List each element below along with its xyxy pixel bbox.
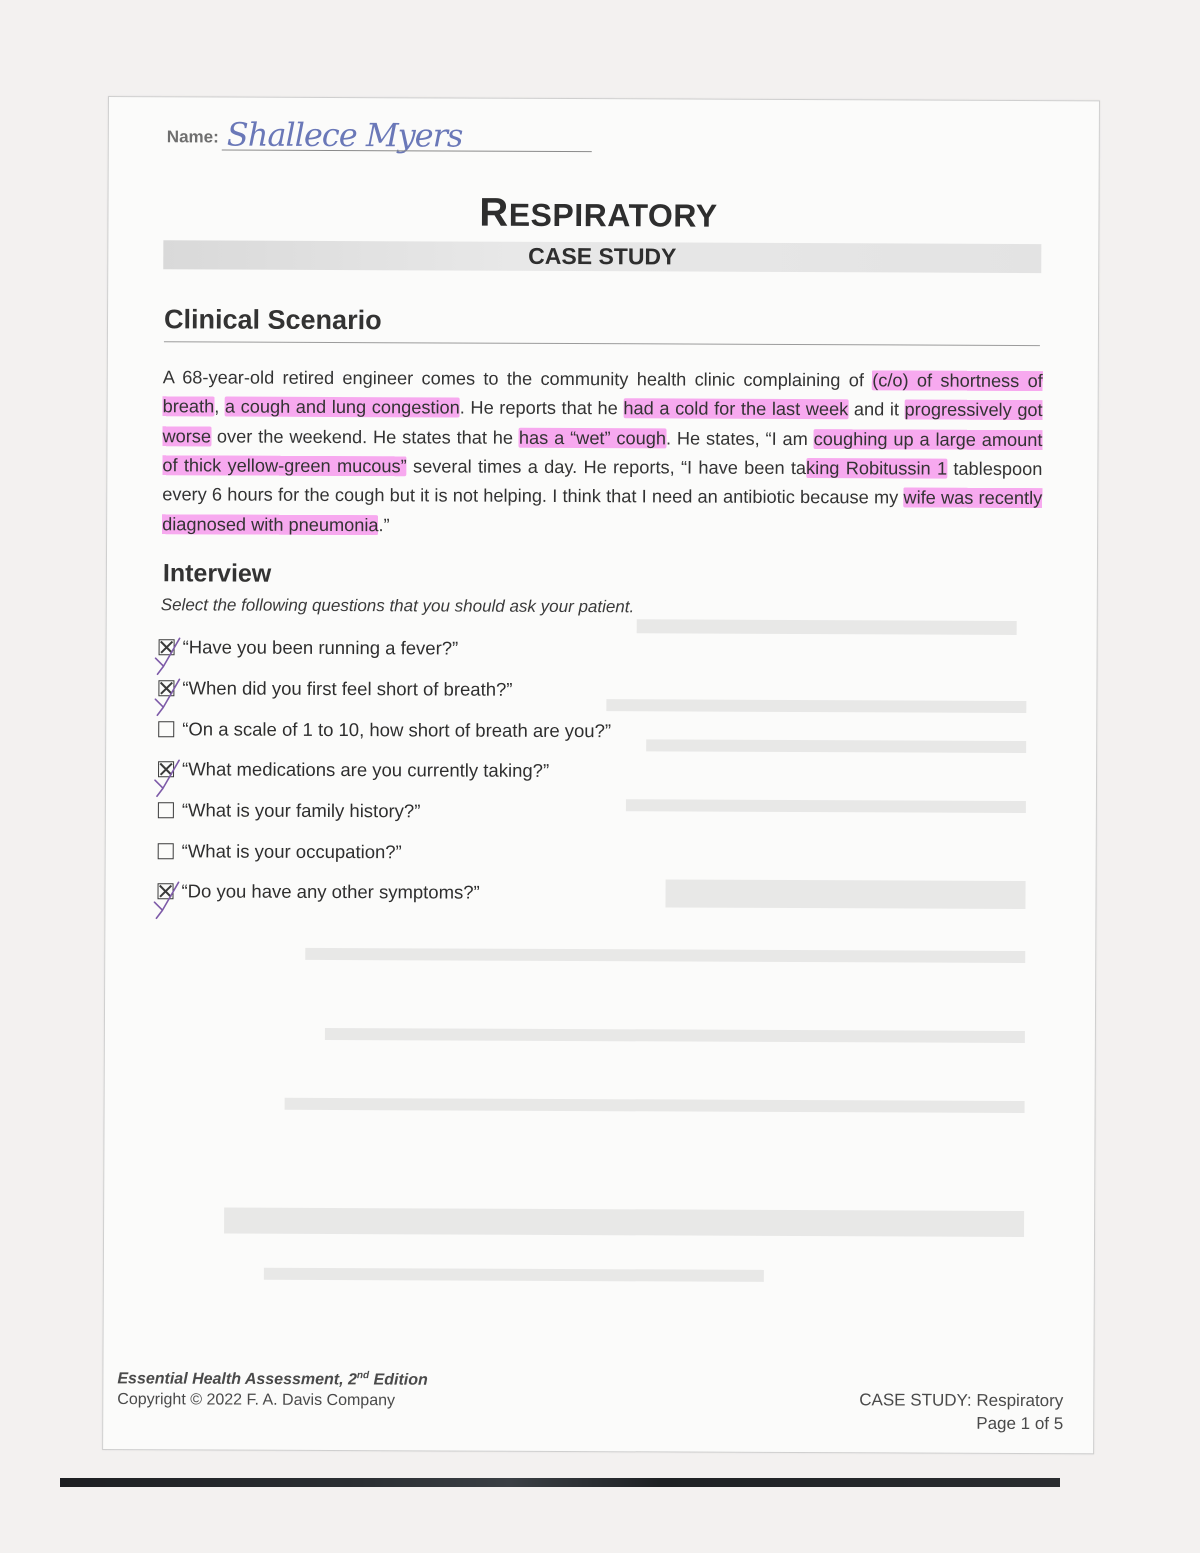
scenario-phrase: A 68-year-old retired engineer comes to the community health clinic complaining of [162, 367, 873, 391]
question-text: “Do you have any other symptoms?” [181, 880, 480, 904]
highlighted-phrase: a cough and lung congestion [224, 396, 460, 419]
worksheet-page [102, 96, 1100, 1454]
scenario-phrase: . He reports that he [459, 398, 624, 419]
copyright-line: Copyright © 2022 F. A. Davis Company [117, 1391, 396, 1410]
interview-question[interactable] [158, 831, 611, 874]
scenario-phrase: . He states, “I am [665, 428, 814, 449]
page-subtitle: CASE STUDY [528, 242, 677, 270]
checked-checkbox[interactable] [158, 680, 174, 696]
interview-question-list [157, 627, 611, 914]
interview-instruction: Select the following questions that you should ask your patient. [160, 595, 635, 617]
highlighted-phrase: has a “wet” cough [518, 427, 667, 449]
question-text: “Have you been running a fever?” [182, 636, 459, 659]
question-text: “What is your family history?” [181, 799, 421, 822]
interview-question[interactable] [159, 627, 612, 670]
interview-question[interactable] [157, 871, 610, 914]
highlighted-phrase: progressively got worse [162, 399, 1043, 447]
pen-check-icon [150, 881, 184, 921]
checked-checkbox[interactable] [159, 640, 175, 656]
unchecked-checkbox[interactable] [158, 802, 174, 818]
case-study-label: CASE STUDY: Respiratory [859, 1390, 1064, 1411]
unchecked-checkbox[interactable] [158, 721, 174, 737]
interview-question[interactable] [158, 749, 611, 792]
clinical-scenario-text [162, 363, 1043, 543]
question-text: “What is your occupation?” [181, 840, 402, 863]
checked-checkbox[interactable] [158, 762, 174, 778]
page-title [108, 189, 1088, 238]
book-credit [117, 1369, 428, 1411]
scenario-phrase: , [214, 396, 225, 417]
interview-question[interactable] [158, 709, 611, 752]
title-initial: R [479, 190, 509, 235]
clinical-scenario-heading: Clinical Scenario [163, 304, 382, 336]
scenario-phrase: over the weekend. He states that he [210, 426, 519, 448]
title-rest: ESPIRATORY [508, 196, 718, 234]
question-text: “On a scale of 1 to 10, how short of breath are you?” [182, 718, 612, 741]
highlighted-phrase: king Robitussin 1 [806, 458, 948, 479]
highlighted-phrase: coughing up a large amount of thick yellow-green mucous” [162, 428, 1043, 477]
page-number: Page 1 of 5 [976, 1413, 1064, 1434]
page-footer [859, 1388, 1063, 1435]
interview-question[interactable] [158, 790, 611, 833]
highlighted-phrase: wife was recently diagnosed with pneumonia [162, 487, 1043, 535]
checked-checkbox[interactable] [157, 884, 173, 900]
scenario-phrase: tablespoon every 6 hours for the cough but it is not helping. I think that I need an antibiotic because my [162, 458, 1043, 508]
unchecked-checkbox[interactable] [158, 843, 174, 859]
name-label: Name: [166, 127, 219, 147]
section-rule [164, 341, 1040, 346]
question-text: “What medications are you currently taking?” [182, 758, 550, 782]
book-title: Essential Health Assessment, 2nd Edition [117, 1370, 428, 1389]
question-text: “When did you first feel short of breath?” [182, 677, 513, 700]
name-field[interactable] [166, 115, 547, 161]
subtitle-band [163, 240, 1041, 273]
scenario-phrase: and it [848, 399, 905, 420]
handwritten-name: Shallece Myers [226, 115, 463, 155]
highlighted-phrase: (c/o) of shortness of breath [162, 370, 1043, 417]
scenario-phrase: .” [378, 514, 390, 535]
highlighted-phrase: had a cold for the last week [623, 398, 849, 420]
scanner-edge-shadow [60, 1478, 1060, 1487]
scenario-phrase: several times a day. He reports, “I have been ta [406, 456, 807, 479]
interview-question[interactable] [158, 668, 611, 711]
interview-heading: Interview [162, 559, 272, 588]
